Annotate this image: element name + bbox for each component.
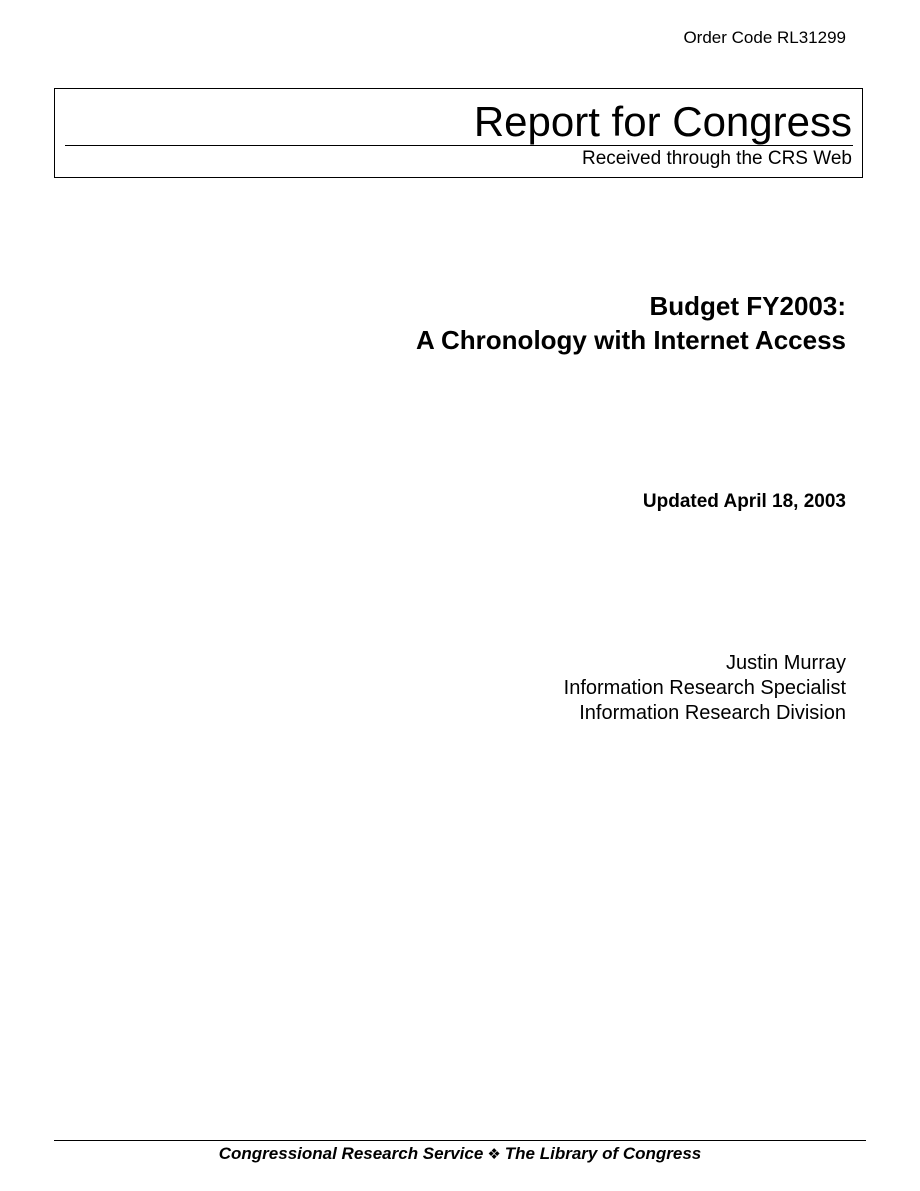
author-name: Justin Murray: [725, 652, 846, 674]
document-title: [416, 289, 846, 357]
report-header-box: [54, 88, 863, 178]
updated-date: Updated April 18, 2003: [642, 491, 846, 512]
header-divider: [65, 145, 853, 146]
footer: [0, 1143, 920, 1165]
author-division: Information Research Division: [579, 702, 846, 724]
footer-loc: The Library of Congress: [504, 1144, 702, 1163]
footer-divider: [54, 1140, 866, 1141]
document-title-line-1: Budget FY2003:: [649, 291, 846, 321]
report-title: Report for Congress: [473, 98, 852, 145]
footer-crs: Congressional Research Service: [218, 1144, 484, 1163]
diamond-separator-icon: ❖: [487, 1145, 501, 1163]
author-position: Information Research Specialist: [563, 677, 846, 699]
document-title-line-2: A Chronology with Internet Access: [415, 325, 846, 355]
author-block: [564, 651, 846, 726]
order-code: Order Code RL31299: [683, 28, 846, 47]
received-note: Received through the CRS Web: [581, 148, 852, 169]
